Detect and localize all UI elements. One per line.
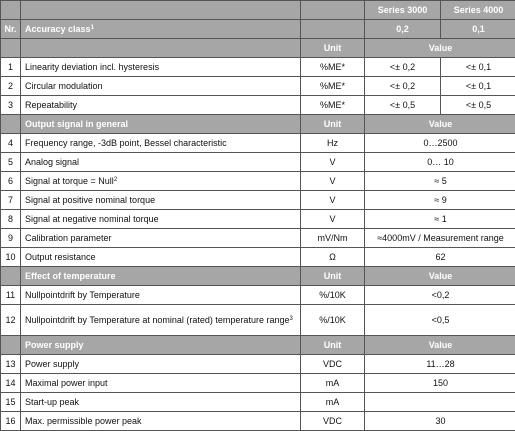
row-number: 4 <box>1 134 21 153</box>
unit-column-header: Unit <box>301 39 365 58</box>
row-label <box>21 305 301 336</box>
row-number: 1 <box>1 58 21 77</box>
row-label: Start-up peak <box>21 393 301 412</box>
row-number: 7 <box>1 191 21 210</box>
row-number: 3 <box>1 96 21 115</box>
row-unit: %ME* <box>301 58 365 77</box>
value-column-header: Value <box>365 336 515 355</box>
row-value: 150 <box>365 374 515 393</box>
accuracy-value-4000: 0,1 <box>441 20 515 39</box>
row-unit: VDC <box>301 412 365 431</box>
table-row <box>1 412 515 431</box>
row-number: 9 <box>1 229 21 248</box>
table-row <box>1 210 515 229</box>
row-number: 16 <box>1 412 21 431</box>
row-unit: mA <box>301 393 365 412</box>
row-number: 12 <box>1 305 21 336</box>
row-unit: V <box>301 191 365 210</box>
table-row <box>1 191 515 210</box>
row-label: Max. permissible power peak <box>21 412 301 431</box>
row-unit: %ME* <box>301 96 365 115</box>
value-column-header: Value <box>365 115 515 134</box>
table-row <box>1 374 515 393</box>
row-number: 13 <box>1 355 21 374</box>
series-header-row <box>1 1 515 20</box>
row-unit: V <box>301 153 365 172</box>
row-value: <0,5 <box>365 305 515 336</box>
row-label <box>21 172 301 191</box>
row-label: Nullpointdrift by Temperature <box>21 286 301 305</box>
row-value: 30 <box>365 412 515 431</box>
table-row <box>1 58 515 77</box>
row-label: Frequency range, -3dB point, Bessel characteristic <box>21 134 301 153</box>
series-4000-label: Series 4000 <box>441 1 515 20</box>
table-row <box>1 355 515 374</box>
row-value: ≈ 1 <box>365 210 515 229</box>
unit-value-header-row <box>1 39 515 58</box>
row-value-4000: <± 0,1 <box>441 77 515 96</box>
row-label: Output resistance <box>21 248 301 267</box>
row-unit: %/10K <box>301 305 365 336</box>
section-header-output <box>1 115 515 134</box>
row-value: ≈ 5 <box>365 172 515 191</box>
table-row <box>1 134 515 153</box>
row-value: ≈4000mV / Measurement range <box>365 229 515 248</box>
header-blank-cell <box>1 39 21 58</box>
row-value-3000: <± 0,5 <box>365 96 441 115</box>
row-unit: mV/Nm <box>301 229 365 248</box>
row-unit: Hz <box>301 134 365 153</box>
table-row <box>1 153 515 172</box>
section-title: Effect of temperature <box>21 267 301 286</box>
table-row <box>1 172 515 191</box>
accuracy-class-text: Accuracy class <box>25 24 91 34</box>
row-label: Repeatability <box>21 96 301 115</box>
header-blank-cell <box>1 1 21 20</box>
section-header-temperature <box>1 267 515 286</box>
unit-column-header: Unit <box>301 115 365 134</box>
header-blank-cell <box>301 1 365 20</box>
row-label: Signal at negative nominal torque <box>21 210 301 229</box>
table-row <box>1 305 515 336</box>
row-unit: %ME* <box>301 77 365 96</box>
section-title: Power supply <box>21 336 301 355</box>
row-value <box>365 393 515 412</box>
row-label-text: Signal at torque = Null <box>25 176 114 186</box>
row-number: 5 <box>1 153 21 172</box>
row-number: 11 <box>1 286 21 305</box>
row-value-4000: <± 0,1 <box>441 58 515 77</box>
header-blank-cell <box>1 115 21 134</box>
row-value: <0,2 <box>365 286 515 305</box>
row-value: 11…28 <box>365 355 515 374</box>
table-row <box>1 248 515 267</box>
row-unit: VDC <box>301 355 365 374</box>
value-column-header: Value <box>365 39 515 58</box>
row-value: ≈ 9 <box>365 191 515 210</box>
row-number: 14 <box>1 374 21 393</box>
row-value-4000: <± 0,5 <box>441 96 515 115</box>
row-number: 8 <box>1 210 21 229</box>
header-blank-cell <box>1 267 21 286</box>
accuracy-value-3000: 0,2 <box>365 20 441 39</box>
row-value-3000: <± 0,2 <box>365 58 441 77</box>
header-blank-cell <box>301 20 365 39</box>
row-number: 15 <box>1 393 21 412</box>
unit-column-header: Unit <box>301 267 365 286</box>
accuracy-class-footnote: 1 <box>91 25 94 31</box>
row-value-3000: <± 0,2 <box>365 77 441 96</box>
row-label-text: Nullpointdrift by Temperature at nominal (rated) temperature range <box>25 315 289 325</box>
header-blank-cell <box>1 336 21 355</box>
row-footnote: 2 <box>114 177 117 183</box>
row-value: 0…2500 <box>365 134 515 153</box>
row-value: 0… 10 <box>365 153 515 172</box>
nr-column-header: Nr. <box>1 20 21 39</box>
table-row <box>1 77 515 96</box>
header-blank-cell <box>21 1 301 20</box>
row-label: Analog signal <box>21 153 301 172</box>
table-row <box>1 286 515 305</box>
accuracy-class-label <box>21 20 301 39</box>
row-unit: Ω <box>301 248 365 267</box>
row-number: 10 <box>1 248 21 267</box>
table-row <box>1 96 515 115</box>
row-footnote: 3 <box>289 316 292 322</box>
row-number: 2 <box>1 77 21 96</box>
header-blank-cell <box>21 39 301 58</box>
row-label: Linearity deviation incl. hysteresis <box>21 58 301 77</box>
row-unit: V <box>301 210 365 229</box>
row-unit: mA <box>301 374 365 393</box>
row-label: Power supply <box>21 355 301 374</box>
row-label: Maximal power input <box>21 374 301 393</box>
row-label: Calibration parameter <box>21 229 301 248</box>
section-header-power <box>1 336 515 355</box>
row-number: 6 <box>1 172 21 191</box>
row-label: Circular modulation <box>21 77 301 96</box>
table-row <box>1 229 515 248</box>
section-title: Output signal in general <box>21 115 301 134</box>
series-3000-label: Series 3000 <box>365 1 441 20</box>
row-label: Signal at positive nominal torque <box>21 191 301 210</box>
row-unit: %/10K <box>301 286 365 305</box>
row-unit: V <box>301 172 365 191</box>
value-column-header: Value <box>365 267 515 286</box>
accuracy-header-row <box>1 20 515 39</box>
row-value: 62 <box>365 248 515 267</box>
table-row <box>1 393 515 412</box>
unit-column-header: Unit <box>301 336 365 355</box>
